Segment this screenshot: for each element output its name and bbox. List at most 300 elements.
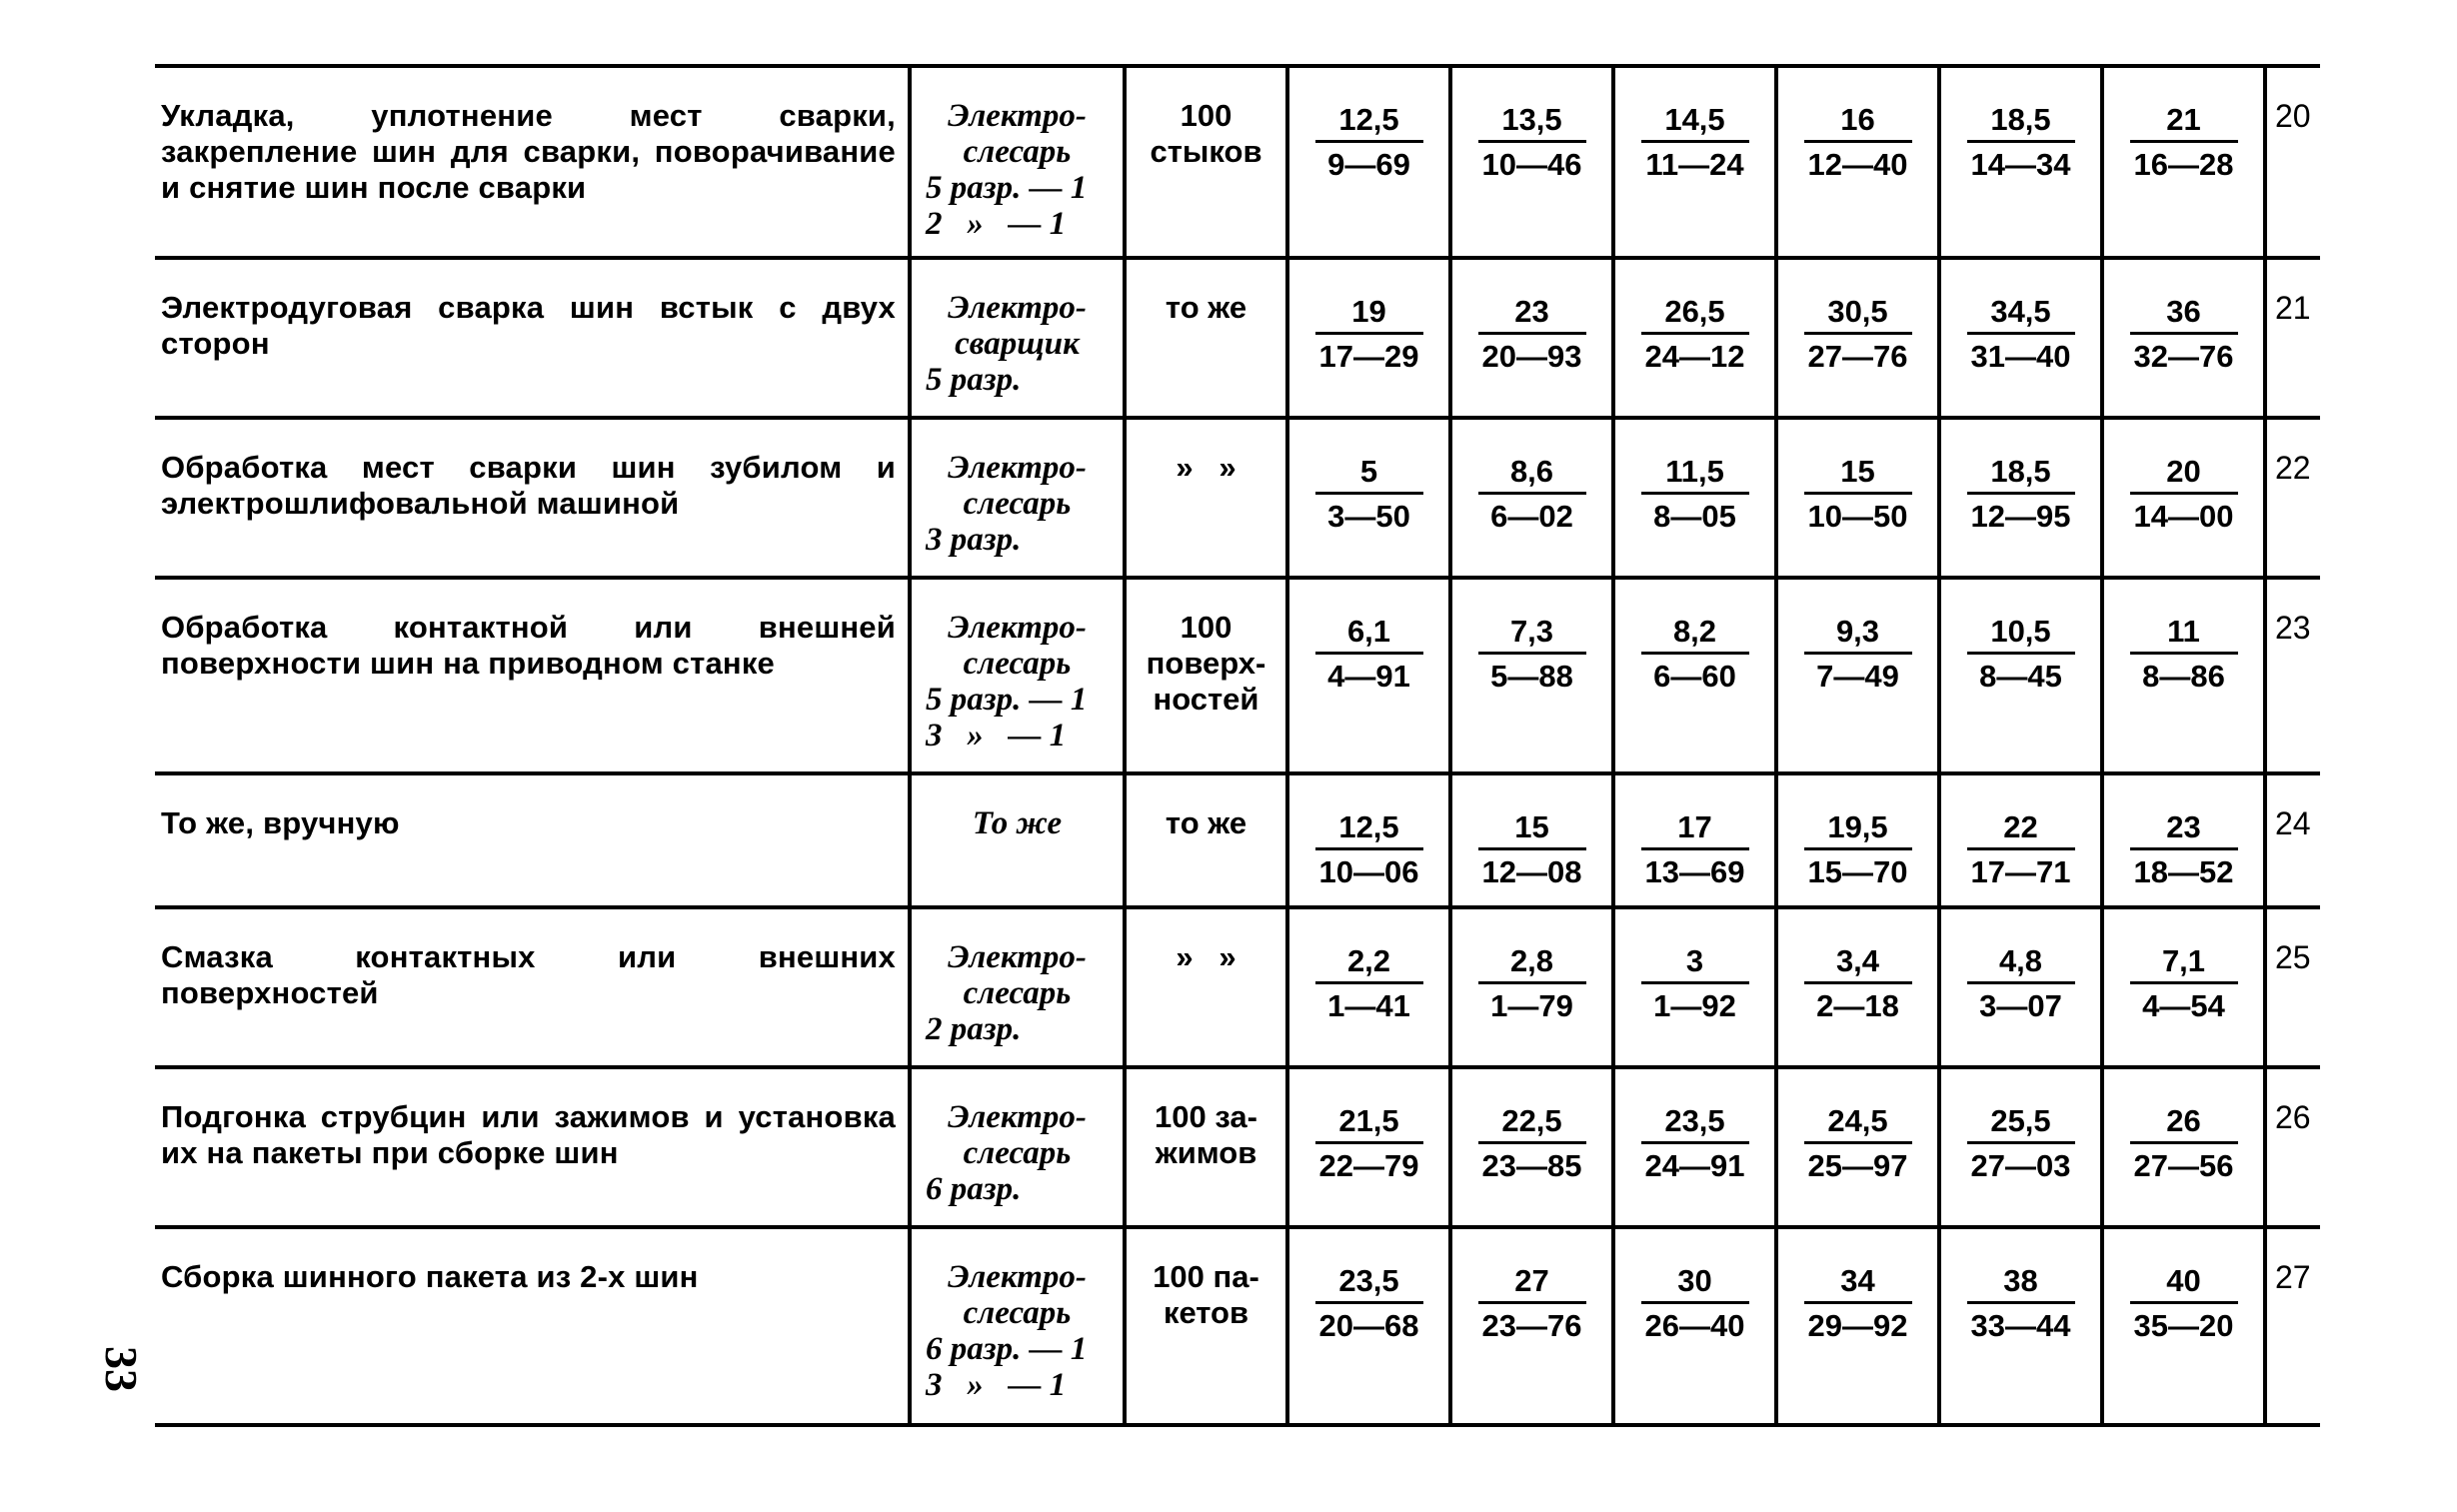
norm-price: 14—34 <box>1970 147 2071 182</box>
value-cell <box>1287 66 1450 258</box>
measurement-unit <box>1127 775 1285 841</box>
norm-fraction <box>1804 809 1912 890</box>
worker-line: 2 » — 1 <box>926 206 1067 242</box>
unit-line: 100 <box>1180 98 1232 133</box>
worker-line: слесарь <box>963 975 1072 1011</box>
norm-time: 26 <box>2130 1103 2238 1144</box>
worker-line: 2 разр. <box>926 1011 1022 1047</box>
value-cell <box>1450 1227 1613 1425</box>
norm-time: 27 <box>1478 1263 1586 1304</box>
row-number: 26 <box>2275 1099 2311 1135</box>
value-cell <box>2102 258 2265 418</box>
unit-line: 100 па- <box>1153 1259 1259 1294</box>
norm-time: 9,3 <box>1804 614 1912 655</box>
norm-fraction <box>1315 1103 1423 1184</box>
worker-line: слесарь <box>963 486 1072 522</box>
norm-time: 3,4 <box>1804 943 1912 984</box>
norm-fraction <box>2130 454 2238 535</box>
norm-time: 10,5 <box>1967 614 2075 655</box>
norm-price: 33—44 <box>1970 1308 2071 1343</box>
unit-line: стыков <box>1150 134 1262 169</box>
operation-description: Обработка мест сварки шин зубилом и электрошлифовальной машиной <box>161 450 896 521</box>
norms-table-wrapper <box>155 64 2320 1427</box>
norm-time: 22,5 <box>1478 1103 1586 1144</box>
worker-composition <box>912 580 1123 754</box>
norm-fraction <box>1315 614 1423 695</box>
unit-line: ностей <box>1153 682 1259 717</box>
worker-composition <box>912 260 1123 398</box>
norm-time: 11,5 <box>1641 454 1749 495</box>
norm-time: 38 <box>1967 1263 2075 1304</box>
norm-time: 11 <box>2130 614 2238 655</box>
norm-price: 27—03 <box>1970 1148 2071 1183</box>
worker-line: То же <box>972 805 1063 841</box>
norm-price: 17—71 <box>1970 854 2071 889</box>
table-row <box>155 258 2320 418</box>
worker-line: 5 разр. — 1 <box>926 682 1088 718</box>
norm-price: 32—76 <box>2133 339 2234 374</box>
worker-composition <box>912 68 1123 242</box>
measurement-unit <box>1127 1229 1285 1331</box>
norm-fraction <box>1641 1263 1749 1344</box>
measurement-unit <box>1127 68 1285 170</box>
norm-price: 10—46 <box>1481 147 1582 182</box>
value-cell <box>1450 418 1613 578</box>
norm-time: 19 <box>1315 294 1423 335</box>
row-number-cell <box>2265 907 2320 1067</box>
operation-description: Подгонка струбцин или зажимов и установка их на пакеты при сборке шин <box>161 1099 896 1170</box>
norm-price: 1—92 <box>1653 988 1736 1023</box>
norm-fraction <box>2130 1103 2238 1184</box>
worker-line: Электро- <box>948 1099 1087 1135</box>
norm-price: 8—86 <box>2142 659 2225 694</box>
norm-price: 12—08 <box>1481 854 1582 889</box>
norm-price: 35—20 <box>2133 1308 2234 1343</box>
norm-time: 8,2 <box>1641 614 1749 655</box>
unit-line: кетов <box>1163 1295 1249 1330</box>
value-cell <box>1776 418 1939 578</box>
value-cell <box>1287 258 1450 418</box>
norm-price: 9—69 <box>1327 147 1410 182</box>
norm-fraction <box>1315 943 1423 1024</box>
value-cell <box>1450 578 1613 773</box>
measurement-unit <box>1127 580 1285 718</box>
norm-fraction <box>1804 454 1912 535</box>
norm-price: 23—76 <box>1481 1308 1582 1343</box>
unit-line: » » <box>1176 939 1236 974</box>
norm-price: 7—49 <box>1816 659 1899 694</box>
value-cell <box>2102 578 2265 773</box>
operation-description: Укладка, уплотнение мест сварки, закрепление шин для сварки, поворачивание и снятие шин после сварки <box>161 98 896 205</box>
row-number: 21 <box>2275 290 2311 326</box>
row-number-cell <box>2265 66 2320 258</box>
norm-fraction <box>1478 809 1586 890</box>
unit-cell <box>1125 66 1287 258</box>
value-cell <box>1776 773 1939 907</box>
worker-line: Электро- <box>948 939 1087 975</box>
worker-composition <box>912 775 1123 841</box>
norm-price: 11—24 <box>1645 147 1744 182</box>
table-row <box>155 773 2320 907</box>
norm-time: 30 <box>1641 1263 1749 1304</box>
worker-line: Электро- <box>948 290 1087 326</box>
operation-cell <box>155 907 910 1067</box>
norm-price: 2—18 <box>1816 988 1899 1023</box>
norm-time: 23 <box>2130 809 2238 850</box>
value-cell <box>1613 258 1776 418</box>
norm-price: 5—88 <box>1490 659 1573 694</box>
value-cell <box>1939 1067 2102 1227</box>
norm-price: 16—28 <box>2133 147 2234 182</box>
norm-time: 16 <box>1804 102 1912 143</box>
norm-fraction <box>1478 102 1586 183</box>
worker-cell <box>910 418 1125 578</box>
norm-time: 30,5 <box>1804 294 1912 335</box>
norm-fraction <box>1478 454 1586 535</box>
unit-cell <box>1125 773 1287 907</box>
norm-time: 18,5 <box>1967 454 2075 495</box>
operation-cell <box>155 773 910 907</box>
norm-fraction <box>1315 294 1423 375</box>
worker-line: слесарь <box>963 1295 1072 1331</box>
norm-fraction <box>1315 1263 1423 1344</box>
worker-line: слесарь <box>963 646 1072 682</box>
worker-line: 3 » — 1 <box>926 1367 1067 1403</box>
worker-cell <box>910 907 1125 1067</box>
norm-price: 12—95 <box>1970 499 2071 534</box>
row-number-cell <box>2265 1227 2320 1425</box>
norm-price: 17—29 <box>1318 339 1419 374</box>
measurement-unit <box>1127 420 1285 486</box>
operation-description: Обработка контактной или внешней поверхности шин на приводном станке <box>161 610 896 681</box>
operation-description: То же, вручную <box>161 805 400 840</box>
norm-fraction <box>1967 614 2075 695</box>
row-number-cell <box>2265 578 2320 773</box>
measurement-unit <box>1127 260 1285 326</box>
value-cell <box>1613 773 1776 907</box>
norm-time: 8,6 <box>1478 454 1586 495</box>
value-cell <box>1287 1227 1450 1425</box>
unit-cell <box>1125 1067 1287 1227</box>
norm-fraction <box>1967 943 2075 1024</box>
norm-fraction <box>1478 614 1586 695</box>
unit-line: жимов <box>1155 1135 1257 1170</box>
value-cell <box>1450 1067 1613 1227</box>
worker-line: Электро- <box>948 450 1087 486</box>
value-cell <box>1613 66 1776 258</box>
worker-line: 3 » — 1 <box>926 718 1067 754</box>
norm-fraction <box>1478 294 1586 375</box>
norm-fraction <box>1478 1103 1586 1184</box>
unit-cell <box>1125 907 1287 1067</box>
norm-fraction <box>1641 809 1749 890</box>
norm-price: 15—70 <box>1807 854 1908 889</box>
norm-price: 27—56 <box>2133 1148 2234 1183</box>
value-cell <box>1287 418 1450 578</box>
norm-fraction <box>1967 102 2075 183</box>
norm-price: 4—91 <box>1327 659 1410 694</box>
norm-fraction <box>1967 454 2075 535</box>
unit-cell <box>1125 578 1287 773</box>
norm-price: 24—12 <box>1644 339 1745 374</box>
norm-price: 18—52 <box>2133 854 2234 889</box>
norm-time: 13,5 <box>1478 102 1586 143</box>
worker-composition <box>912 1229 1123 1403</box>
row-number: 25 <box>2275 939 2311 975</box>
value-cell <box>2102 1067 2265 1227</box>
norm-fraction <box>1641 943 1749 1024</box>
unit-line: 100 <box>1180 610 1232 645</box>
value-cell <box>1776 907 1939 1067</box>
value-cell <box>1287 907 1450 1067</box>
norm-fraction <box>1804 1103 1912 1184</box>
value-cell <box>1613 578 1776 773</box>
worker-line: 6 разр. — 1 <box>926 1331 1088 1367</box>
value-cell <box>1613 907 1776 1067</box>
operation-cell <box>155 258 910 418</box>
norm-time: 7,1 <box>2130 943 2238 984</box>
norm-fraction <box>2130 1263 2238 1344</box>
norm-time: 19,5 <box>1804 809 1912 850</box>
norm-price: 10—06 <box>1318 854 1419 889</box>
norm-fraction <box>1804 294 1912 375</box>
norm-price: 20—68 <box>1318 1308 1419 1343</box>
row-number-cell <box>2265 418 2320 578</box>
row-number: 27 <box>2275 1259 2311 1295</box>
worker-cell <box>910 773 1125 907</box>
operation-cell <box>155 66 910 258</box>
norm-fraction <box>1478 1263 1586 1344</box>
norm-price: 6—60 <box>1653 659 1736 694</box>
value-cell <box>1613 418 1776 578</box>
worker-composition <box>912 1069 1123 1207</box>
worker-cell <box>910 578 1125 773</box>
operation-cell <box>155 1227 910 1425</box>
worker-cell <box>910 66 1125 258</box>
norm-time: 2,8 <box>1478 943 1586 984</box>
norm-fraction <box>1315 454 1423 535</box>
norm-fraction <box>1804 102 1912 183</box>
norm-price: 24—91 <box>1644 1148 1745 1183</box>
value-cell <box>1287 773 1450 907</box>
value-cell <box>2102 66 2265 258</box>
worker-line: Электро- <box>948 98 1087 134</box>
worker-composition <box>912 909 1123 1047</box>
value-cell <box>1287 578 1450 773</box>
unit-line: » » <box>1176 450 1236 485</box>
norm-time: 23,5 <box>1315 1263 1423 1304</box>
value-cell <box>1939 418 2102 578</box>
norm-time: 18,5 <box>1967 102 2075 143</box>
value-cell <box>1287 1067 1450 1227</box>
worker-cell <box>910 258 1125 418</box>
worker-line: слесарь <box>963 134 1072 170</box>
table-row <box>155 907 2320 1067</box>
value-cell <box>1776 578 1939 773</box>
norm-time: 24,5 <box>1804 1103 1912 1144</box>
norm-fraction <box>1967 1103 2075 1184</box>
operation-description: Сборка шинного пакета из 2-х шин <box>161 1259 699 1294</box>
norm-time: 23,5 <box>1641 1103 1749 1144</box>
measurement-unit <box>1127 909 1285 975</box>
norm-fraction <box>1478 943 1586 1024</box>
value-cell <box>1776 1227 1939 1425</box>
value-cell <box>1450 66 1613 258</box>
norm-time: 15 <box>1478 809 1586 850</box>
unit-cell <box>1125 1227 1287 1425</box>
norm-time: 2,2 <box>1315 943 1423 984</box>
value-cell <box>2102 1227 2265 1425</box>
norm-fraction <box>1641 102 1749 183</box>
value-cell <box>2102 418 2265 578</box>
norm-price: 25—97 <box>1807 1148 1908 1183</box>
table-row <box>155 418 2320 578</box>
table-row <box>155 1227 2320 1425</box>
norm-fraction <box>1315 809 1423 890</box>
norm-price: 10—50 <box>1807 499 1908 534</box>
unit-line: то же <box>1165 290 1247 325</box>
value-cell <box>1776 66 1939 258</box>
norm-price: 29—92 <box>1807 1308 1908 1343</box>
unit-cell <box>1125 258 1287 418</box>
row-number: 24 <box>2275 805 2311 841</box>
worker-line: 5 разр. — 1 <box>926 170 1088 206</box>
row-number: 20 <box>2275 98 2311 134</box>
norm-fraction <box>1641 1103 1749 1184</box>
norm-price: 12—40 <box>1807 147 1908 182</box>
value-cell <box>1776 1067 1939 1227</box>
norm-time: 26,5 <box>1641 294 1749 335</box>
value-cell <box>2102 773 2265 907</box>
value-cell <box>1450 773 1613 907</box>
norms-table <box>155 64 2320 1427</box>
value-cell <box>1776 258 1939 418</box>
norm-time: 34 <box>1804 1263 1912 1304</box>
norm-fraction <box>1967 294 2075 375</box>
value-cell <box>1939 258 2102 418</box>
worker-line: сварщик <box>955 326 1080 362</box>
worker-line: Электро- <box>948 1259 1087 1295</box>
norm-time: 21,5 <box>1315 1103 1423 1144</box>
row-number: 22 <box>2275 450 2311 486</box>
unit-line: 100 за- <box>1155 1099 1257 1134</box>
norm-price: 31—40 <box>1970 339 2071 374</box>
table-row <box>155 66 2320 258</box>
worker-cell <box>910 1227 1125 1425</box>
unit-cell <box>1125 418 1287 578</box>
norm-time: 22 <box>1967 809 2075 850</box>
norm-fraction <box>1641 614 1749 695</box>
norm-price: 6—02 <box>1490 499 1573 534</box>
norm-time: 3 <box>1641 943 1749 984</box>
norm-time: 21 <box>2130 102 2238 143</box>
norm-price: 8—45 <box>1979 659 2062 694</box>
norm-time: 25,5 <box>1967 1103 2075 1144</box>
operation-cell <box>155 418 910 578</box>
norm-fraction <box>2130 943 2238 1024</box>
worker-line: Электро- <box>948 610 1087 646</box>
norm-time: 12,5 <box>1315 102 1423 143</box>
norm-price: 23—85 <box>1481 1148 1582 1183</box>
norm-price: 1—79 <box>1490 988 1573 1023</box>
norm-time: 14,5 <box>1641 102 1749 143</box>
value-cell <box>1613 1227 1776 1425</box>
value-cell <box>1613 1067 1776 1227</box>
worker-line: слесарь <box>963 1135 1072 1171</box>
row-number: 23 <box>2275 610 2311 646</box>
value-cell <box>1450 907 1613 1067</box>
norm-fraction <box>1804 1263 1912 1344</box>
norm-price: 20—93 <box>1481 339 1582 374</box>
row-number-cell <box>2265 773 2320 907</box>
norm-price: 3—50 <box>1327 499 1410 534</box>
norm-fraction <box>1967 1263 2075 1344</box>
value-cell <box>1939 1227 2102 1425</box>
norm-price: 14—00 <box>2133 499 2234 534</box>
norm-price: 8—05 <box>1653 499 1736 534</box>
norm-fraction <box>1804 943 1912 1024</box>
norm-price: 22—79 <box>1318 1148 1419 1183</box>
operation-cell <box>155 1067 910 1227</box>
norm-fraction <box>2130 614 2238 695</box>
norm-time: 34,5 <box>1967 294 2075 335</box>
value-cell <box>1939 66 2102 258</box>
operation-description: Смазка контактных или внешних поверхностей <box>161 939 896 1010</box>
value-cell <box>1939 578 2102 773</box>
norm-fraction <box>2130 294 2238 375</box>
norm-price: 26—40 <box>1644 1308 1745 1343</box>
norm-price: 4—54 <box>2142 988 2225 1023</box>
norm-time: 5 <box>1315 454 1423 495</box>
worker-line: 3 разр. <box>926 522 1022 558</box>
norm-time: 15 <box>1804 454 1912 495</box>
norm-time: 4,8 <box>1967 943 2075 984</box>
norm-fraction <box>1804 614 1912 695</box>
norm-time: 40 <box>2130 1263 2238 1304</box>
value-cell <box>1939 907 2102 1067</box>
page-number: 33 <box>96 1346 148 1392</box>
norm-fraction <box>1641 454 1749 535</box>
norm-fraction <box>2130 102 2238 183</box>
worker-composition <box>912 420 1123 558</box>
unit-line: поверх- <box>1146 646 1266 681</box>
norm-time: 36 <box>2130 294 2238 335</box>
row-number-cell <box>2265 1067 2320 1227</box>
value-cell <box>1939 773 2102 907</box>
value-cell <box>1450 258 1613 418</box>
norm-time: 12,5 <box>1315 809 1423 850</box>
operation-description: Электродуговая сварка шин встык с двух сторон <box>161 290 896 361</box>
norm-price: 3—07 <box>1979 988 2062 1023</box>
worker-line: 6 разр. <box>926 1171 1022 1207</box>
value-cell <box>2102 907 2265 1067</box>
measurement-unit <box>1127 1069 1285 1171</box>
norm-time: 20 <box>2130 454 2238 495</box>
norm-time: 7,3 <box>1478 614 1586 655</box>
norm-fraction <box>1967 809 2075 890</box>
worker-line: 5 разр. <box>926 362 1022 398</box>
table-row <box>155 1067 2320 1227</box>
worker-cell <box>910 1067 1125 1227</box>
norm-price: 27—76 <box>1807 339 1908 374</box>
operation-cell <box>155 578 910 773</box>
row-number-cell <box>2265 258 2320 418</box>
norm-fraction <box>1315 102 1423 183</box>
norm-time: 17 <box>1641 809 1749 850</box>
norm-time: 23 <box>1478 294 1586 335</box>
norm-price: 1—41 <box>1327 988 1410 1023</box>
norm-price: 13—69 <box>1644 854 1745 889</box>
